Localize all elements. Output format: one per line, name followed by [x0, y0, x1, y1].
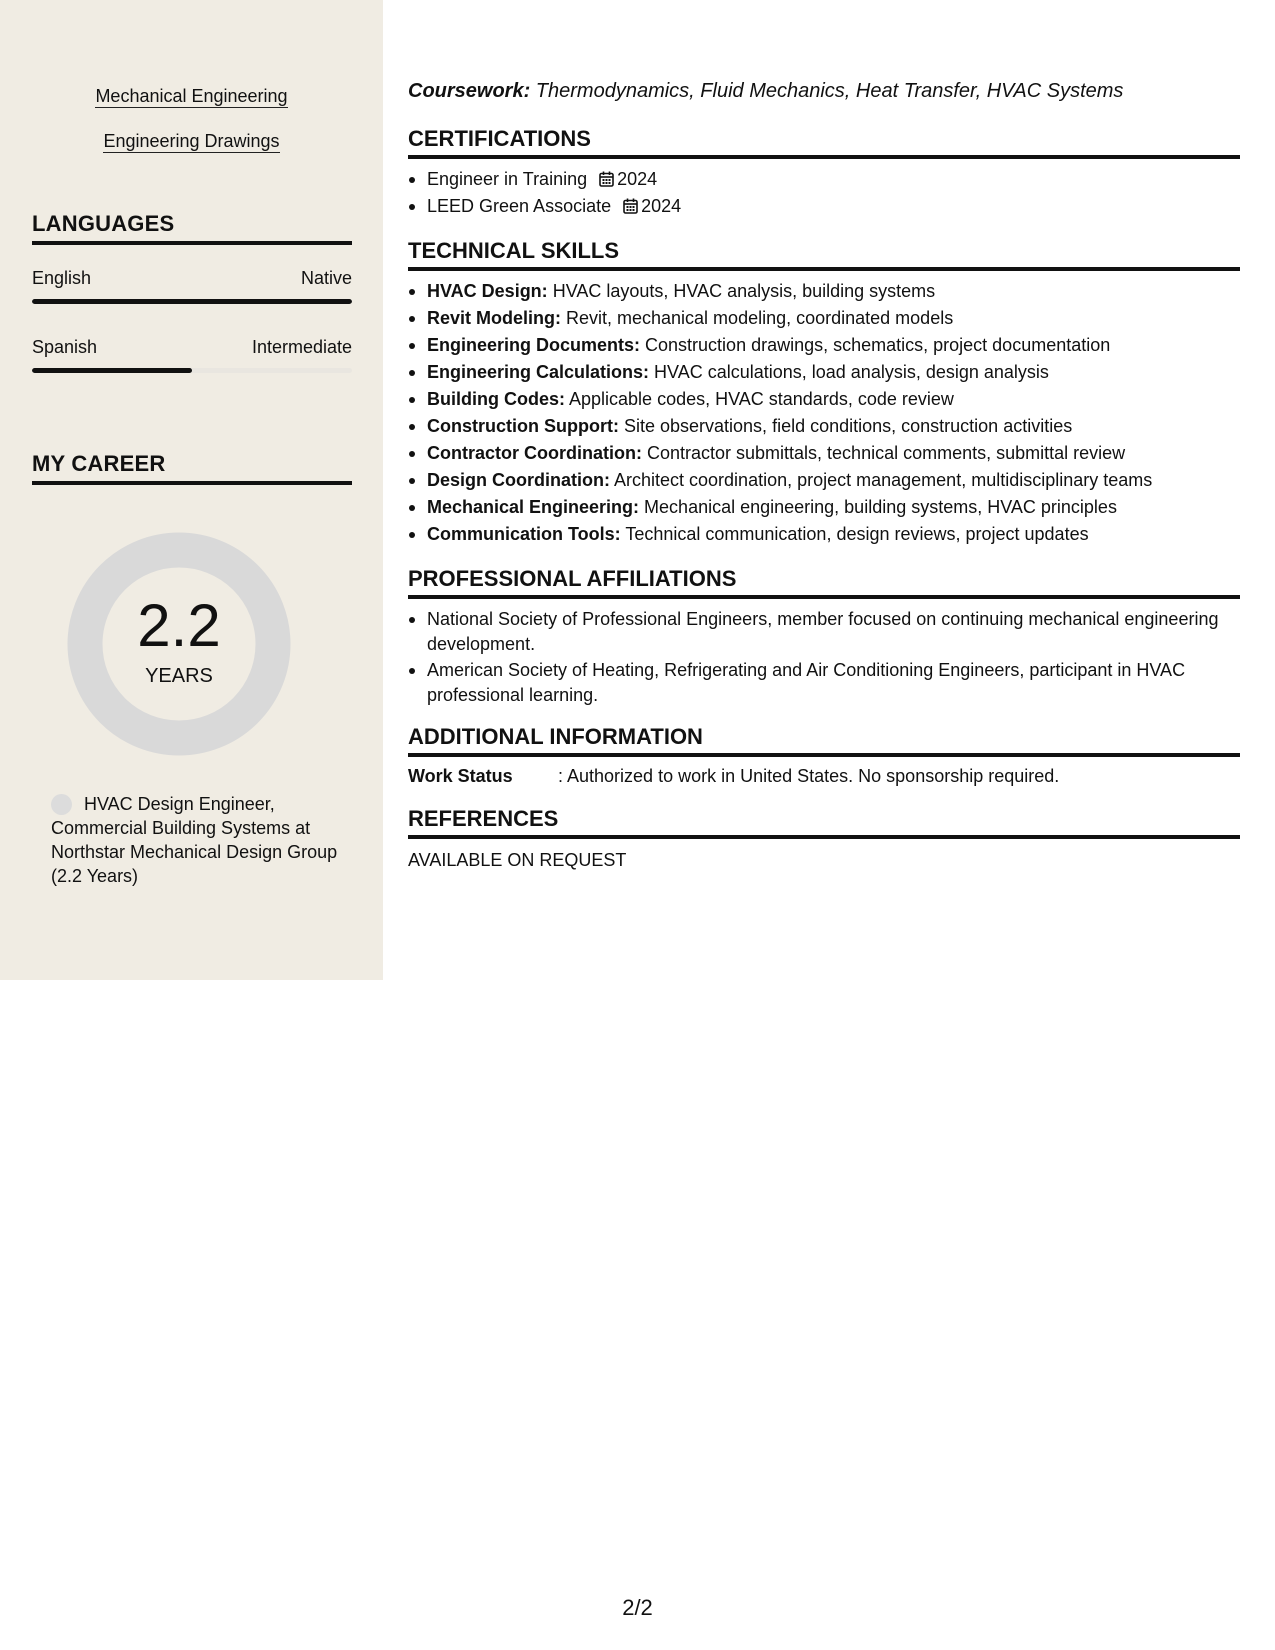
skill-text: Applicable codes, HVAC standards, code review: [565, 389, 954, 409]
skill-item: [408, 305, 1240, 332]
certification-name: Engineer in Training: [427, 169, 588, 189]
skill-text: Revit, mechanical modeling, coordinated models: [561, 308, 954, 328]
technical-skills-heading: TECHNICAL SKILLS: [408, 238, 1240, 271]
language-spanish: [32, 337, 352, 358]
affiliations-list: [408, 607, 1240, 709]
skill-label: Communication Tools:: [427, 524, 621, 544]
sidebar: [0, 0, 383, 980]
skill-label: Construction Support:: [427, 416, 619, 436]
certification-item: [408, 193, 1240, 220]
coursework-text: Thermodynamics, Fluid Mechanics, Heat Transfer, HVAC Systems: [530, 80, 1124, 102]
skill-text: HVAC layouts, HVAC analysis, building systems: [547, 281, 936, 301]
skill-link-engineering-drawings[interactable]: Engineering Drawings: [103, 131, 280, 151]
skill-item: [408, 332, 1240, 359]
skill-item: [408, 467, 1240, 494]
language-spanish-bar: [32, 368, 352, 373]
skill-label: Design Coordination:: [427, 470, 610, 490]
work-status-row: [408, 766, 1240, 787]
career-years-unit: YEARS: [145, 665, 213, 687]
coursework-label: Coursework:: [408, 80, 531, 102]
coursework-line: [408, 80, 1123, 103]
affiliation-item: American Society of Heating, Refrigerating and Air Conditioning Engineers, participant in HVAC professional learning.: [408, 658, 1240, 707]
certification-name: LEED Green Associate: [427, 196, 612, 216]
certifications-list: [408, 166, 1240, 220]
languages-heading: LANGUAGES: [32, 211, 352, 245]
skill-item: [408, 278, 1240, 305]
additional-info-heading: ADDITIONAL INFORMATION: [408, 724, 1240, 757]
skill-label: Revit Modeling:: [427, 308, 561, 328]
skill-text: Construction drawings, schematics, project documentation: [640, 335, 1111, 355]
language-english: [32, 268, 352, 289]
page-number: 2/2: [622, 1595, 653, 1620]
technical-skills-list: [408, 278, 1240, 548]
calendar-icon: [623, 198, 638, 214]
skill-item: [408, 413, 1240, 440]
language-spanish-bar-fill: [32, 368, 192, 373]
skill-text: Mechanical engineering, building systems, HVAC principles: [639, 497, 1117, 517]
skill-text: Site observations, field conditions, construction activities: [618, 416, 1073, 436]
skill-item: [408, 386, 1240, 413]
certification-year: 2024: [641, 196, 682, 216]
skill-item: [408, 359, 1240, 386]
language-level: Native: [300, 268, 352, 288]
language-name: Spanish: [32, 337, 98, 357]
skill-label: Contractor Coordination:: [427, 443, 642, 463]
skill-link-mechanical-engineering[interactable]: Mechanical Engineering: [95, 86, 288, 106]
language-level: Intermediate: [251, 337, 352, 357]
certifications-heading: CERTIFICATIONS: [408, 126, 1240, 159]
career-years-value: 2.2: [137, 592, 221, 659]
certification-year: 2024: [617, 169, 658, 189]
work-status-label: Work Status: [408, 766, 513, 786]
language-english-bar-fill: [32, 299, 352, 304]
career-heading: MY CAREER: [32, 451, 352, 485]
skill-item: [408, 521, 1240, 548]
skill-text: Contractor submittals, technical comments, submittal review: [641, 443, 1126, 463]
skill-text: HVAC calculations, load analysis, design analysis: [649, 362, 1049, 382]
skill-label: Mechanical Engineering:: [427, 497, 640, 517]
skill-label: Building Codes:: [427, 389, 565, 409]
skill-item: [408, 494, 1240, 521]
affiliation-item: National Society of Professional Engineers, member focused on continuing mechanical engineering development.: [408, 607, 1240, 656]
work-status-value: : Authorized to work in United States. No sponsorship required.: [558, 766, 1060, 786]
skill-label: HVAC Design:: [427, 281, 548, 301]
references-heading: REFERENCES: [408, 806, 1240, 839]
language-english-bar: [32, 299, 352, 304]
skill-text: Architect coordination, project management, multidisciplinary teams: [610, 470, 1153, 490]
references-text: AVAILABLE ON REQUEST: [408, 850, 627, 870]
career-entry: HVAC Design Engineer, Commercial Building Systems at Northstar Mechanical Design Group (2.2 Years): [51, 794, 338, 886]
calendar-icon: [599, 171, 614, 187]
language-name: English: [32, 268, 92, 288]
skill-label: Engineering Calculations:: [427, 362, 650, 382]
affiliations-heading: PROFESSIONAL AFFILIATIONS: [408, 566, 1240, 599]
skill-item: [408, 440, 1240, 467]
skill-label: Engineering Documents:: [427, 335, 641, 355]
skill-text: Technical communication, design reviews, project updates: [620, 524, 1089, 544]
certification-item: [408, 166, 1240, 193]
